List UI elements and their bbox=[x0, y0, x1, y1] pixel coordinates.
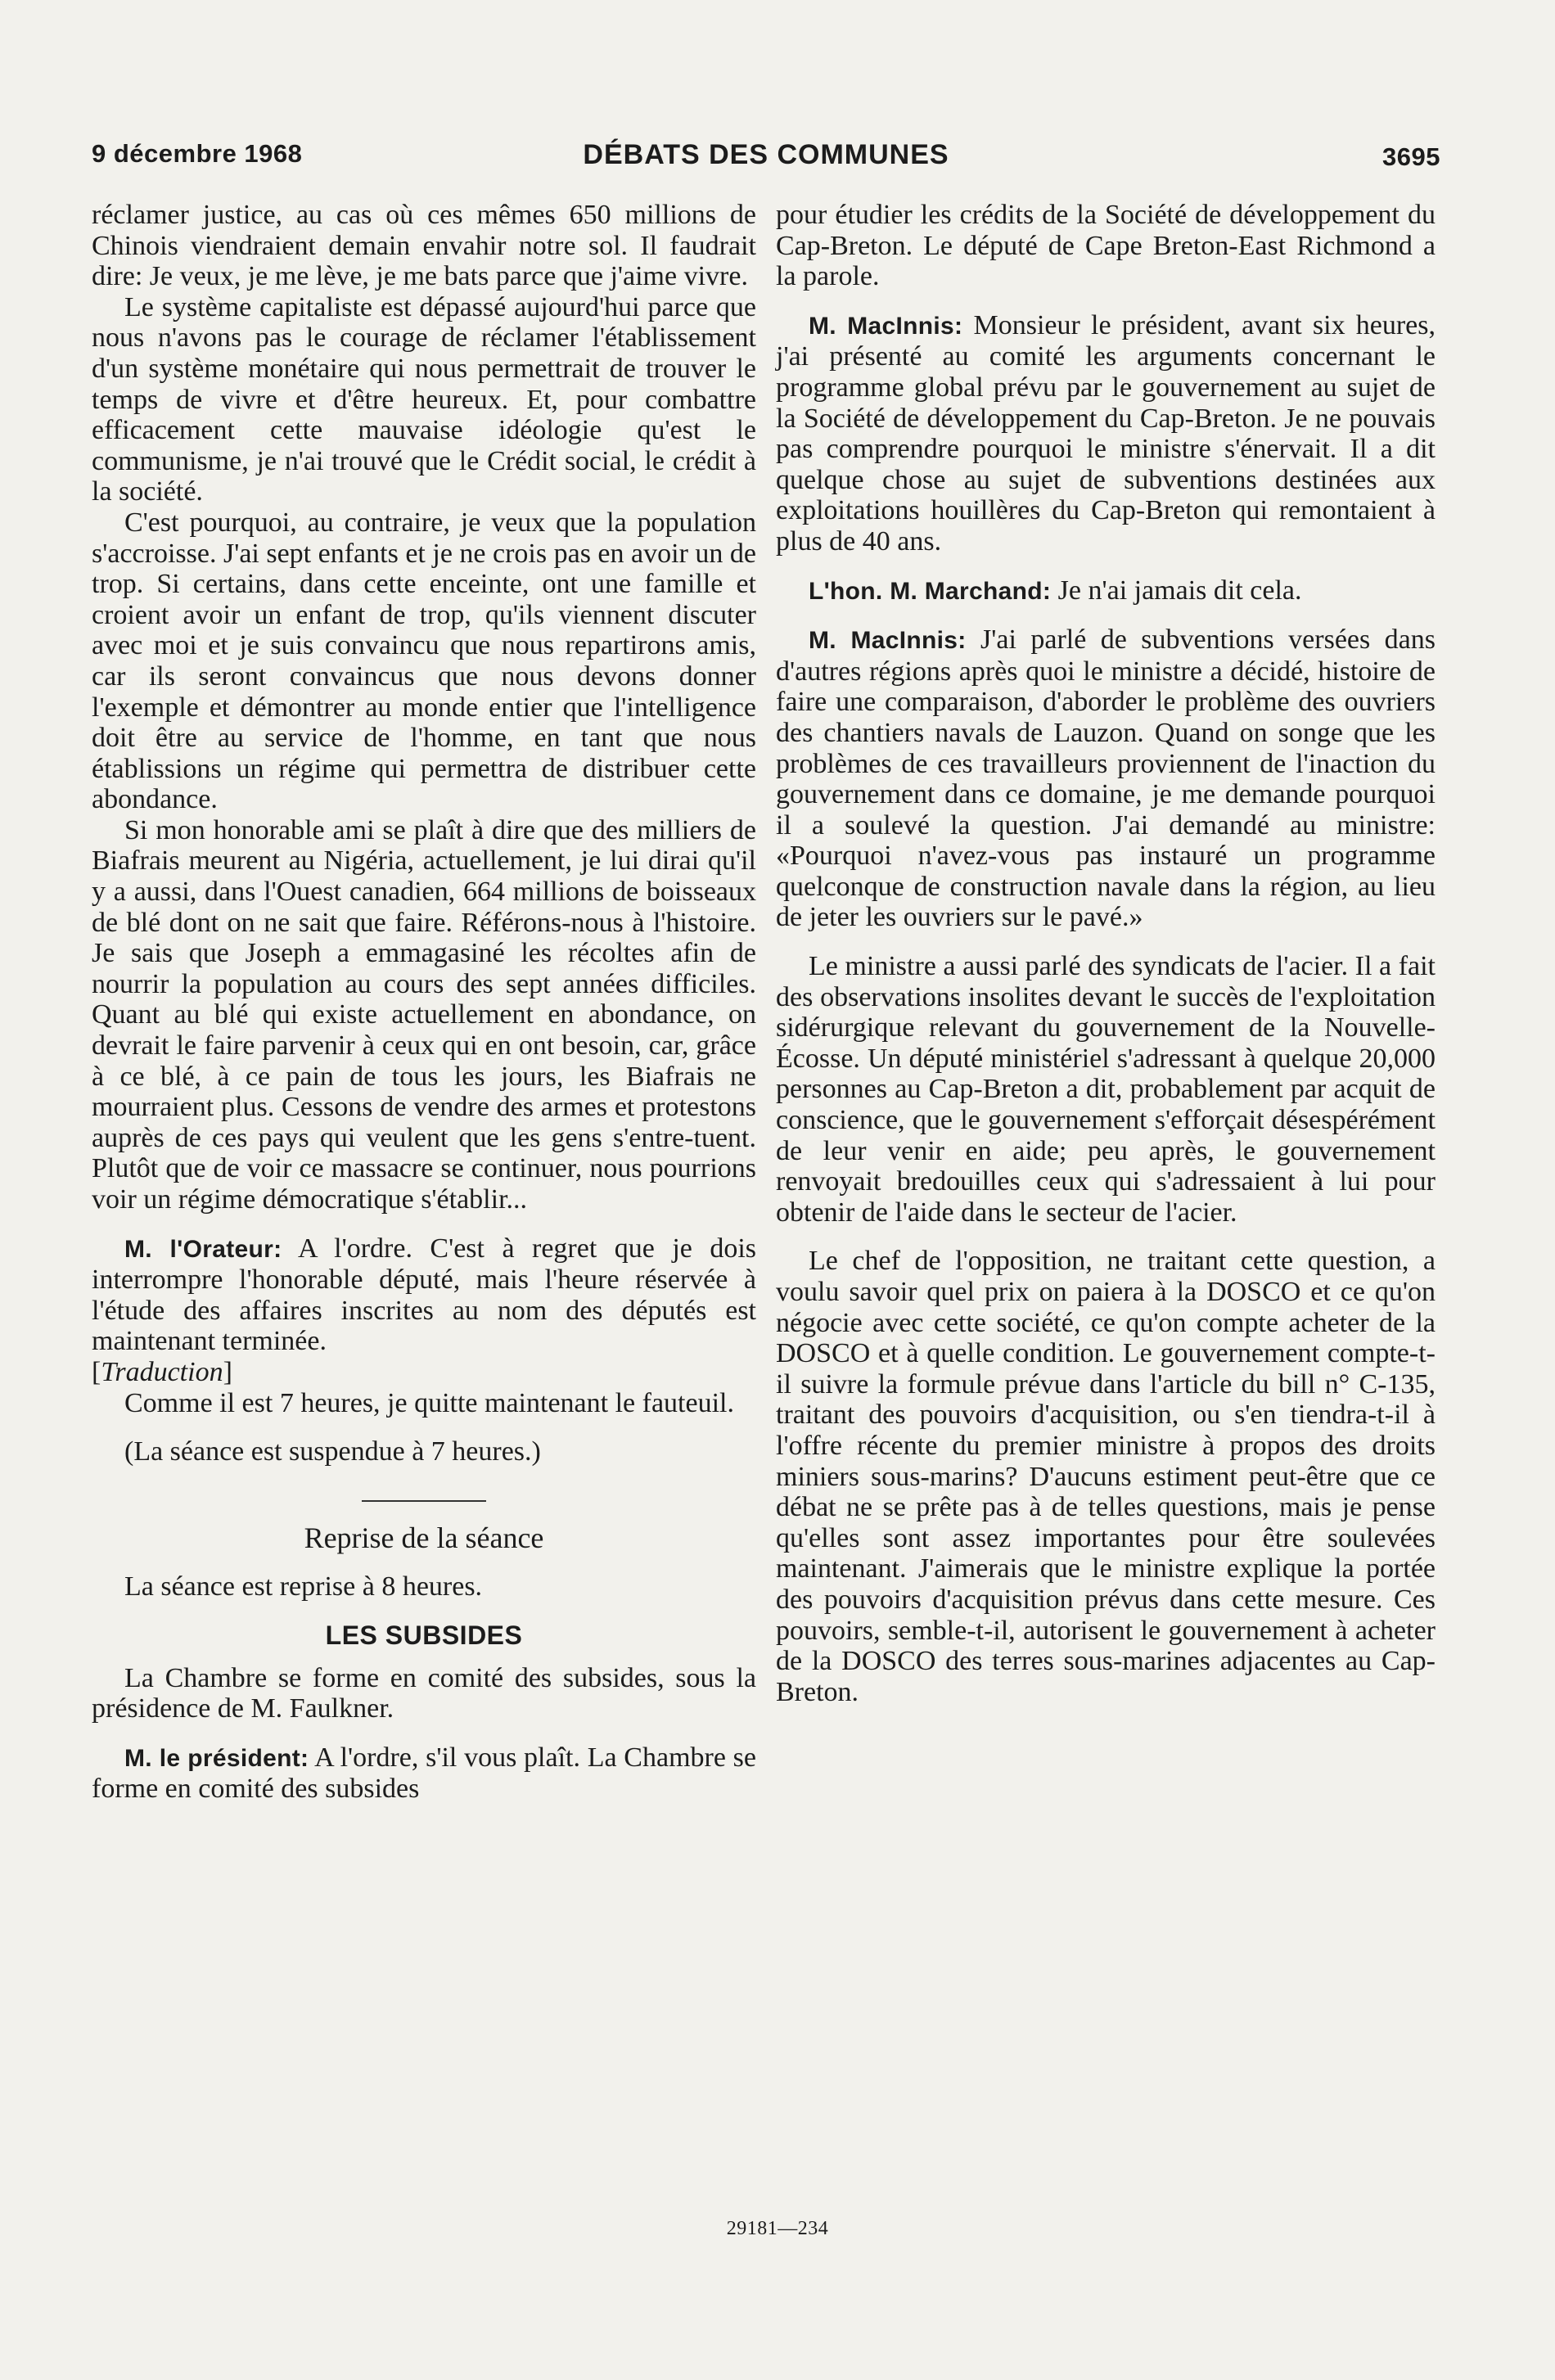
paragraph: La Chambre se forme en comité des subsides, sous la présidence de M. Faulkner. bbox=[92, 1662, 756, 1724]
speaker-name: M. MacInnis: bbox=[809, 627, 967, 655]
speech-text: Monsieur le président, avant six heures, j'ai présenté au comité les arguments concernant le programme global prévu par le gouvernement au sujet de la Société de développement du Cap-Breton. Je ne pouvais pas comprendre pourquoi le ministre s'énervait. Il a dit quelque chose au sujet de subventions destinées aux exploitations houillères du Cap-Breton qui remontaient à plus de 40 ans. bbox=[776, 309, 1436, 557]
speech-text: A l'ordre. C'est à regret que je dois interrompre l'honorable député, mais l'heure réservée à l'étude des affaires inscrites au nom des députés est maintenant terminée. bbox=[92, 1233, 757, 1357]
left-column bbox=[92, 200, 756, 1805]
page-header bbox=[92, 139, 1440, 180]
paragraph: Le chef de l'opposition, ne traitant cette question, a voulu savoir quel prix on paiera à la DOSCO et ce qu'on négocie avec cette société, ce qu'on compte acheter de la DOSCO et à quelle condition. Le gouvernement compte-t-il suivre la formule prévue dans l'article du bill n° C-135, traitant des pouvoirs d'acquisition, ou s'en tiendra-t-il à l'offre récente du premier ministre à propos des droits miniers sous-marins? D'aucuns estiment peut-être que ce débat ne se prête pas à de telles questions, mais je pense qu'elles sont assez importantes pour être soulevées maintenant. J'aimerais que le ministre explique la portée des pouvoirs d'acquisition prévus dans cette mesure. Ces pouvoirs, semble-t-il, autorisent le gouvernement à acheter de la DOSCO des terres sous-marines adjacentes au Cap-Breton. bbox=[776, 1246, 1436, 1707]
speech-macinnis-2 bbox=[776, 624, 1436, 933]
speech-text: J'ai parlé de subventions versées dans d'autres régions après quoi le ministre a décidé, histoire de faire une comparaison, d'aborder le problème des ouvriers des chantiers navals de Lauzon. Quand on songe que les problèmes de ces travailleurs proviennent de l'inaction du gouvernement dans ce domaine, je me demande pourquoi il a soulevé la question. J'ai demandé au ministre: «Pourquoi n'avez-vous pas instauré un programme quelconque de construction navale dans la région, au lieu de jeter les ouvriers sur le pavé.» bbox=[776, 624, 1436, 933]
section-divider bbox=[362, 1500, 486, 1502]
speaker-name: M. MacInnis: bbox=[809, 312, 963, 340]
translation-note: [Traduction] bbox=[92, 1356, 232, 1387]
speaker-name: M. le président: bbox=[124, 1744, 309, 1772]
paragraph: Si mon honorable ami se plaît à dire que des milliers de Biafrais meurent au Nigéria, actuellement, je lui dirai qu'il y a aussi, dans l'Ouest canadien, 664 millions de boisseaux de blé dont on ne sait que faire. Référons-nous à l'histoire. Je sais que Joseph a emmagasiné les récoltes afin de nourrir la population au cours des sept années difficiles. Quant au blé qui existe actuellement en abondance, on devrait le faire parvenir à ceux qui en ont besoin, car, grâce à ce blé, à ce pain de tous les jours, les Biafrais ne mourraient plus. Cessons de vendre des armes et protestons auprès de ces pays qui veulent que les gens s'entre-tuent. Plutôt que de voir ce massacre se continuer, nous pourrions voir un régime démocratique s'établir... bbox=[92, 814, 756, 1215]
translation-label: Traduction bbox=[101, 1356, 223, 1387]
header-date: 9 décembre 1968 bbox=[92, 139, 303, 168]
paragraph: pour étudier les crédits de la Société de développement du Cap-Breton. Le député de Cape Breton-East Richmond a la parole. bbox=[776, 200, 1436, 292]
paragraph: Le système capitaliste est dépassé aujourd'hui parce que nous n'avons pas le courage de réclamer l'établissement d'un système monétaire qui nous permettrait de trouver le temps de vivre et d'être heureux. Et, pour combattre efficacement cette mauvaise idéologie qu'est le communisme, je n'ai trouvé que le Crédit social, le crédit à la société. bbox=[92, 291, 756, 507]
speech-macinnis-1 bbox=[776, 310, 1436, 557]
speech-orateur bbox=[92, 1233, 756, 1357]
header-page-number: 3695 bbox=[1382, 142, 1440, 171]
paragraph: Le ministre a aussi parlé des syndicats de l'acier. Il a fait des observations insolites devant le succès de l'exploitation sidérurgique relevant du gouvernement de la Nouvelle-Écosse. Un député ministériel s'adressant à quelque 20,000 personnes au Cap-Breton a dit, probablement par acquit de conscience, que le gouvernement s'efforçait désespérément de leur venir en aide; peu après, le gouvernement renvoyait bredouilles ceux qui s'adressaient à lui pour obtenir de l'aide dans le secteur de l'acier. bbox=[776, 951, 1436, 1228]
speech-marchand bbox=[776, 575, 1436, 607]
speech-text: Je n'ai jamais dit cela. bbox=[1057, 575, 1302, 606]
paragraph: réclamer justice, au cas où ces mêmes 650 millions de Chinois viendraient demain envahir notre sol. Il faudrait dire: Je veux, je me lève, je me bats parce que j'aime vivre. bbox=[92, 200, 756, 292]
suspension-note: (La séance est suspendue à 7 heures.) bbox=[124, 1436, 541, 1467]
speaker-name: L'hon. M. Marchand: bbox=[809, 577, 1052, 605]
right-column bbox=[776, 200, 1436, 1707]
section-title-subsides: LES SUBSIDES bbox=[325, 1620, 523, 1650]
speech-text: A l'ordre, s'il vous plaît. La Chambre se forme en comité des subsides bbox=[92, 1742, 756, 1805]
header-title: DÉBATS DES COMMUNES bbox=[583, 139, 949, 170]
speaker-name: M. l'Orateur: bbox=[124, 1235, 282, 1263]
page-footer-code: 29181—234 bbox=[726, 2218, 829, 2239]
paragraph: Comme il est 7 heures, je quitte maintenant le fauteuil. bbox=[124, 1387, 734, 1418]
speech-president bbox=[92, 1742, 756, 1805]
paragraph: C'est pourquoi, au contraire, je veux que la population s'accroisse. J'ai sept enfants et je ne crois pas en avoir un de trop. Si certains, dans cette enceinte, ont une famille et croient avoir un enfant de trop, qu'ils viennent discuter avec moi et je suis convaincu que nous repartirons amis, car ils seront convaincus que nous devons donner l'exemple et démontrer au monde entier que l'intelligence doit être au service de l'homme, en tant que nous établissions un régime qui permettra de distribuer cette abondance. bbox=[92, 507, 756, 815]
paragraph: La séance est reprise à 8 heures. bbox=[124, 1571, 483, 1602]
section-title-reprise: Reprise de la séance bbox=[304, 1521, 544, 1554]
